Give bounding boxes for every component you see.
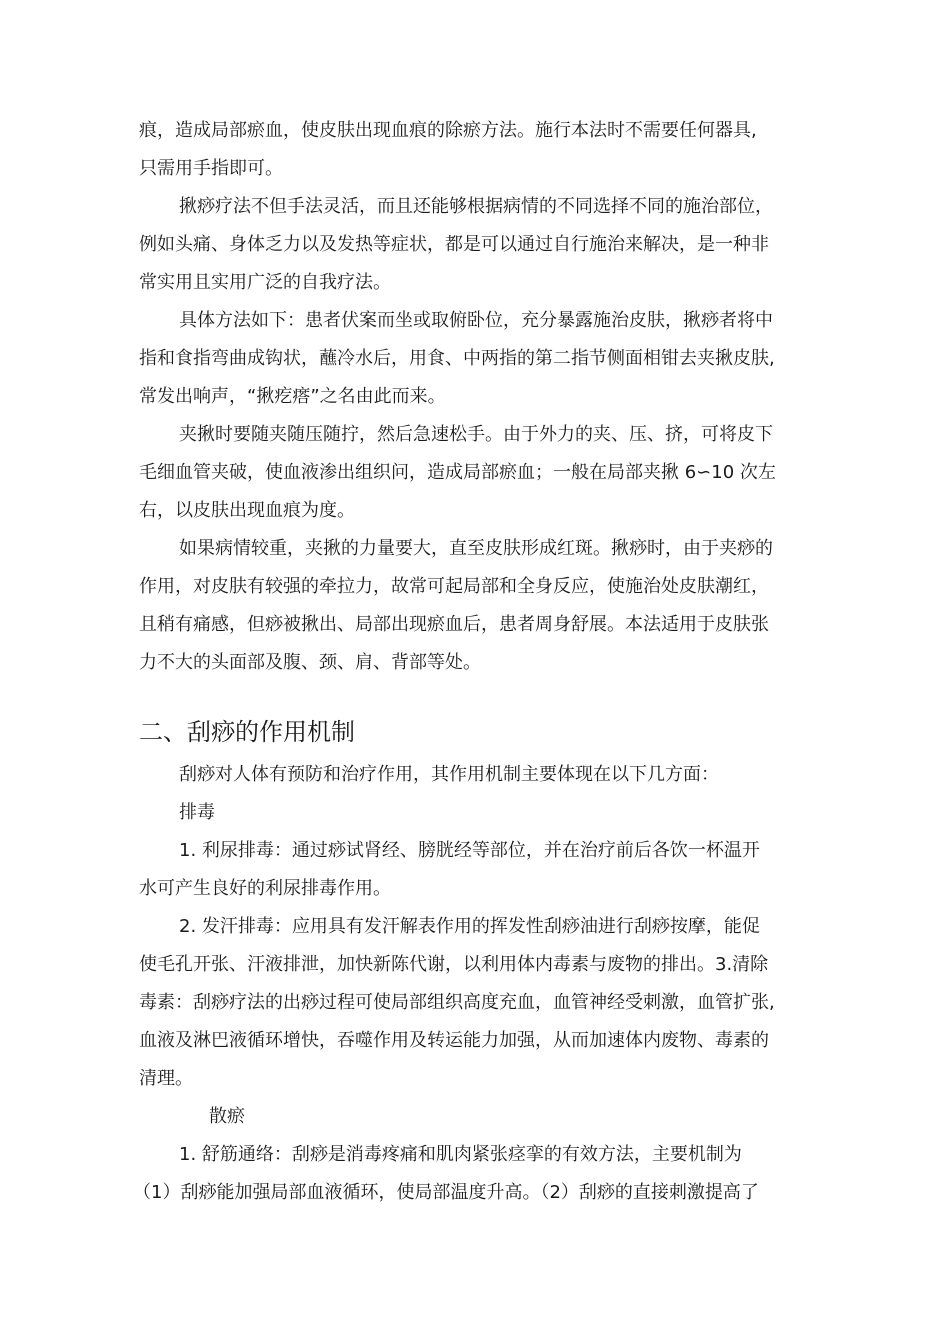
text-line: 常实用且实用广泛的自我疗法。 xyxy=(139,272,391,293)
document-page xyxy=(133,112,815,1212)
section-one-body xyxy=(139,112,815,682)
text-line: 作用，对皮肤有较强的牵拉力，故常可起局部和全身反应，使施治处皮肤潮红， xyxy=(139,576,769,597)
section-two-body xyxy=(133,756,815,1212)
text-line: 且稍有痛感，但痧被揪出、局部出现瘀血后，患者周身舒展。本法适用于皮肤张 xyxy=(139,614,769,635)
text-line: 例如头痛、身体乏力以及发热等症状，都是可以通过自行施治来解决，是一种非 xyxy=(139,234,769,255)
text-line: 清理。 xyxy=(139,1068,193,1089)
text-line: 散瘀 xyxy=(209,1106,245,1127)
text-line: 痕，造成局部瘀血，使皮肤出现血痕的除瘀方法。施行本法时不需要任何器具, xyxy=(139,120,757,141)
text-line: 力不大的头面部及腹、颈、肩、背部等处。 xyxy=(139,652,481,673)
text-line: 血液及淋巴液循环增快，吞噬作用及转运能力加强，从而加速体内废物、毒素的 xyxy=(139,1030,769,1051)
text-line: 夹揪时要随夹随压随拧，然后急速松手。由于外力的夹、压、挤，可将皮下 xyxy=(179,424,773,445)
section-heading: 二、刮痧的作用机制 xyxy=(139,718,355,746)
text-line: 常发出响声，“揪疙瘩”之名由此而来。 xyxy=(139,386,446,407)
text-line: 如果病情较重，夹揪的力量要大，直至皮肤形成红斑。揪痧时，由于夹痧的 xyxy=(179,538,773,559)
text-line: 使毛孔开张、汗液排泄，加快新陈代谢，以利用体内毒素与废物的排出。3.清除 xyxy=(139,954,769,975)
text-line: 2. 发汗排毒：应用具有发汗解表作用的挥发性刮痧油进行刮痧按摩，能促 xyxy=(179,916,760,937)
text-line: 毛细血管夹破，使血液渗出组织问，造成局部瘀血；一般在局部夹揪 6∽10 次左 xyxy=(139,462,776,483)
text-line: 只需用手指即可。 xyxy=(139,158,283,179)
text-line: 指和食指弯曲成钩状，蘸冷水后，用食、中两指的第二指节侧面相钳去夹揪皮肤, xyxy=(139,348,775,369)
text-line: （1）刮痧能加强局部血液循环，使局部温度升高。（2）刮痧的直接刺激提高了 xyxy=(133,1182,759,1203)
text-line: 排毒 xyxy=(179,802,215,823)
text-line: 1. 舒筋通络：刮痧是消毒疼痛和肌肉紧张痉挛的有效方法，主要机制为 xyxy=(179,1144,742,1165)
text-line: 右，以皮肤出现血痕为度。 xyxy=(139,500,355,521)
text-line: 1. 利尿排毒：通过痧试肾经、膀胱经等部位，并在治疗前后各饮一杯温开 xyxy=(179,840,760,861)
text-line: 刮痧对人体有预防和治疗作用，其作用机制主要体现在以下几方面： xyxy=(179,764,719,785)
text-line: 水可产生良好的利尿排毒作用。 xyxy=(139,878,391,899)
text-line: 揪痧疗法不但手法灵活，而且还能够根据病情的不同选择不同的施治部位， xyxy=(179,196,773,217)
text-line: 毒素：刮痧疗法的出痧过程可使局部组织高度充血，血管神经受刺激，血管扩张, xyxy=(139,992,775,1013)
text-line: 具体方法如下：患者伏案而坐或取俯卧位，充分暴露施治皮肤，揪痧者将中 xyxy=(179,310,773,331)
